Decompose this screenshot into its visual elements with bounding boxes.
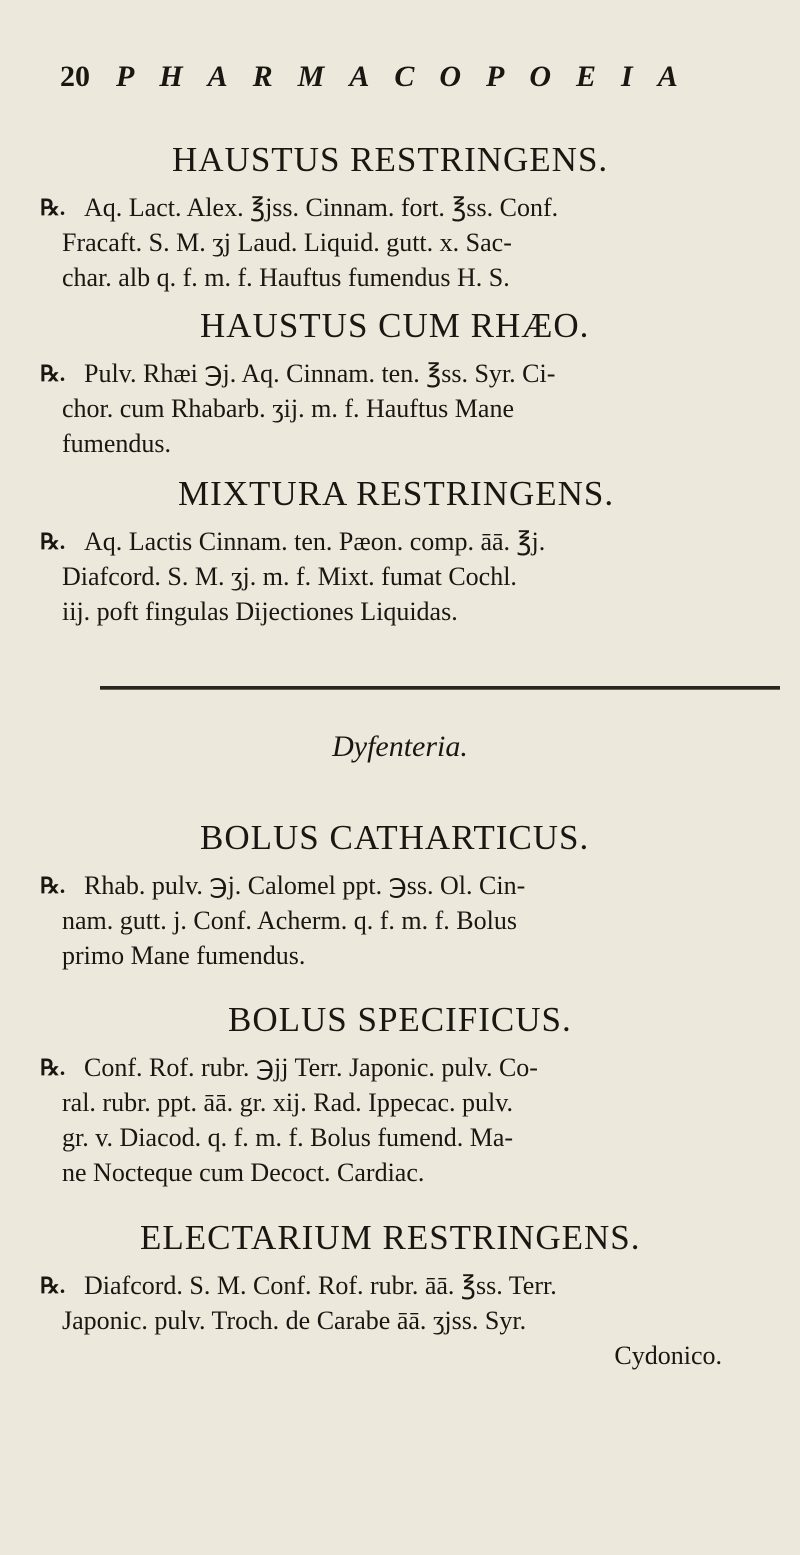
recipe-line: Diafcord. S. M. ʒj. m. f. Mixt. fumat Cochl. <box>62 562 517 591</box>
recipe-bolus-catharticus <box>40 868 722 973</box>
recipe-line: ral. rubr. ppt. āā. gr. xij. Rad. Ippecac. pulv. <box>62 1088 514 1117</box>
recipe-mixtura-restringens <box>40 524 722 629</box>
recipe-line: Pulv. Rhæi ℈j. Aq. Cinnam. ten. ℥ss. Syr. Ci- <box>84 359 556 388</box>
section-heading-dysenteria: Dyfenteria. <box>332 730 468 763</box>
page-number: 20 <box>60 60 90 93</box>
recipe-line: Japonic. pulv. Troch. de Carabe āā. ʒjss. Syr. <box>62 1306 527 1335</box>
recipe-line: chor. cum Rhabarb. ʒij. m. f. Hauftus Mane <box>62 394 514 423</box>
heading-bolus-specificus: BOLUS SPECIFICUS. <box>228 1000 572 1039</box>
heading-mixtura-restringens: MIXTURA RESTRINGENS. <box>178 474 615 513</box>
recipe-line: ne Nocteque cum Decoct. Cardiac. <box>62 1158 425 1187</box>
recipe-bolus-specificus <box>40 1050 722 1190</box>
recipe-line: fumendus. <box>62 429 172 458</box>
recipe-symbol: ℞. <box>40 1273 66 1298</box>
recipe-line: Diafcord. S. M. Conf. Rof. rubr. āā. ℥ss. Terr. <box>84 1271 557 1300</box>
recipe-line: char. alb q. f. m. f. Hauftus fumendus H. S. <box>62 263 510 292</box>
recipe-haustus-cum-rhaeo <box>40 356 722 461</box>
section-divider-rule <box>100 686 780 690</box>
heading-electarium-restringens: ELECTARIUM RESTRINGENS. <box>140 1218 641 1257</box>
recipe-symbol: ℞. <box>40 361 66 386</box>
recipe-line: Fracaft. S. M. ʒj Laud. Liquid. gutt. x. Sac- <box>62 228 512 257</box>
recipe-line: primo Mane fumendus. <box>62 941 306 970</box>
recipe-line: nam. gutt. j. Conf. Acherm. q. f. m. f. Bolus <box>62 906 517 935</box>
recipe-electarium-restringens <box>40 1268 722 1373</box>
recipe-symbol: ℞. <box>40 529 66 554</box>
recipe-line: gr. v. Diacod. q. f. m. f. Bolus fumend. Ma- <box>62 1123 514 1152</box>
recipe-line: iij. poft fingulas Dijectiones Liquidas. <box>62 597 458 626</box>
recipe-symbol: ℞. <box>40 1055 66 1080</box>
running-header <box>60 60 760 94</box>
recipe-haustus-restringens <box>40 190 722 295</box>
recipe-symbol: ℞. <box>40 195 66 220</box>
recipe-line: Aq. Lactis Cinnam. ten. Pæon. comp. āā. ℥j. <box>84 527 546 556</box>
recipe-line: Conf. Rof. rubr. ℈jj Terr. Japonic. pulv. Co- <box>84 1053 538 1082</box>
recipe-line: Rhab. pulv. ℈j. Calomel ppt. ℈ss. Ol. Cin- <box>84 871 526 900</box>
recipe-line: Cydonico. <box>614 1341 722 1370</box>
heading-haustus-cum-rhaeo: HAUSTUS CUM RHÆO. <box>200 306 590 345</box>
recipe-symbol: ℞. <box>40 873 66 898</box>
running-title: PHARMACOPOEIA <box>116 60 703 93</box>
heading-haustus-restringens: HAUSTUS RESTRINGENS. <box>172 140 609 179</box>
heading-bolus-catharticus: BOLUS CATHARTICUS. <box>200 818 590 857</box>
recipe-line: Aq. Lact. Alex. ℥jss. Cinnam. fort. ℥ss. Conf. <box>84 193 559 222</box>
